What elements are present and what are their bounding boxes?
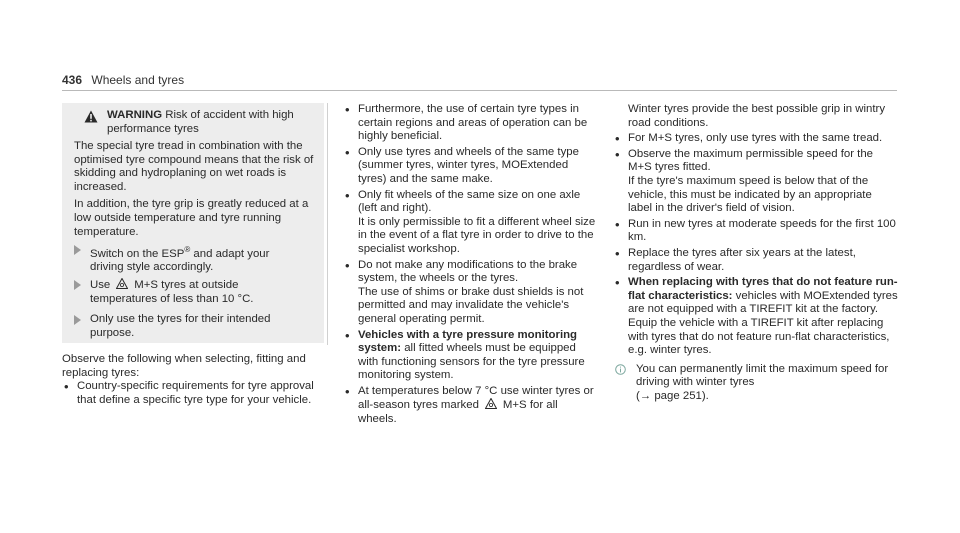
warning-para-2: In addition, the tyre grip is greatly reduced at a low outside temperature and tyre running temperature. <box>74 198 309 238</box>
list-item: • Only use tyres and wheels of the same type (summer tyres, winter tyres, MOExtended tyres) and the same make. <box>343 146 598 187</box>
continued-text: Winter tyres provide the best possible grip in wintry road conditions. <box>628 103 886 129</box>
column-divider <box>327 103 328 345</box>
warning-body <box>74 140 319 243</box>
list-item: • Replace the tyres after six years at the latest, regardless of wear. <box>613 247 898 274</box>
column-1 <box>62 353 327 409</box>
warning-box <box>62 103 324 343</box>
list-item: • When replacing with tyres that do not feature run-flat characteristics: vehicles with MOExtended tyres are not equipped with a TIREFIT kit at the factory. Equip the vehicle with a TIREFIT kit after replacing with tyres that do not feature run-flat characteristics, e.g. winter tyres. <box>613 276 898 358</box>
page-number: 436 <box>62 73 83 87</box>
list-item: • Vehicles with a tyre pressure monitoring system: all fitted wheels must be equipped with functioning sensors for the tyre pressure monitoring system. <box>343 329 598 383</box>
step-1-text-post: and adapt your driving style accordingly. <box>90 247 270 274</box>
info-note <box>613 363 898 404</box>
warning-step-1 <box>90 243 305 275</box>
column-3-list <box>613 132 898 358</box>
warning-title <box>107 109 312 136</box>
arrow-right-icon <box>74 245 81 255</box>
column-2-list <box>343 103 598 427</box>
warning-step-3 <box>90 313 305 340</box>
arrow-right-icon <box>74 280 81 290</box>
step-1-registered-mark: ® <box>184 245 191 254</box>
column-3 <box>613 103 898 403</box>
step-1-text-pre: Switch on the ESP <box>90 247 185 260</box>
warning-triangle-icon <box>84 110 98 123</box>
step-2-text-pre: Use <box>90 279 111 291</box>
warning-step-2 <box>90 278 305 306</box>
warning-label: WARNING <box>107 109 163 121</box>
list-item: • Only fit wheels of the same size on one axle (left and right). It is only permissible to fit a different wheel size in the event of a flat tyre in order to drive to the specialist workshop. <box>343 189 598 257</box>
list-item: • For M+S tyres, only use tyres with the same tread. <box>613 132 898 146</box>
note-text: You can permanently limit the maximum speed for driving with winter tyres <box>636 362 889 389</box>
arrow-right-icon <box>74 315 81 325</box>
header-divider <box>62 90 897 91</box>
tyre-snowflake-icon <box>485 398 497 409</box>
selection-intro: Observe the following when selecting, fitting and replacing tyres: <box>62 353 306 379</box>
page-header <box>62 74 184 88</box>
list-item: • At temperatures below 7 °C use winter tyres or all-season tyres marked M+S for all wheels. <box>343 385 598 427</box>
list-item: • Do not make any modifications to the brake system, the wheels or the tyres. The use of shims or brake dust shields is not permitted and may invalidate the vehicle's general operating permit. <box>343 259 598 327</box>
warning-para-1: The special tyre tread in combination with the optimised tyre compound means that the risk of skidding and hydroplaning on wet roads is increased. <box>74 140 314 193</box>
list-item: • Furthermore, the use of certain tyre types in certain regions and areas of operation can be highly beneficial. <box>343 103 598 144</box>
tyre-snowflake-icon <box>116 278 128 289</box>
column-2 <box>343 103 598 429</box>
page-reference-link[interactable]: (→ page 251). <box>636 389 709 402</box>
column-1-list <box>62 380 327 407</box>
warning-title-text: Risk of accident with high performance tyres <box>107 109 294 135</box>
list-item: • Run in new tyres at moderate speeds for the first 100 km. <box>613 218 898 245</box>
section-title: Wheels and tyres <box>91 73 185 87</box>
step-3-text: Only use the tyres for their intended purpose. <box>90 313 271 339</box>
step-2-text-post: M+S tyres at outside temperatures of less than 10 °C. <box>90 279 254 305</box>
info-icon <box>615 364 626 375</box>
list-item: • Country-specific requirements for tyre approval that define a specific tyre type for your vehicle. <box>62 380 327 407</box>
list-item: • Observe the maximum permissible speed for the M+S tyres fitted. If the tyre's maximum speed is below that of the vehicle, this must be indicated by an appropriate label in the driver's field of vision. <box>613 148 898 216</box>
